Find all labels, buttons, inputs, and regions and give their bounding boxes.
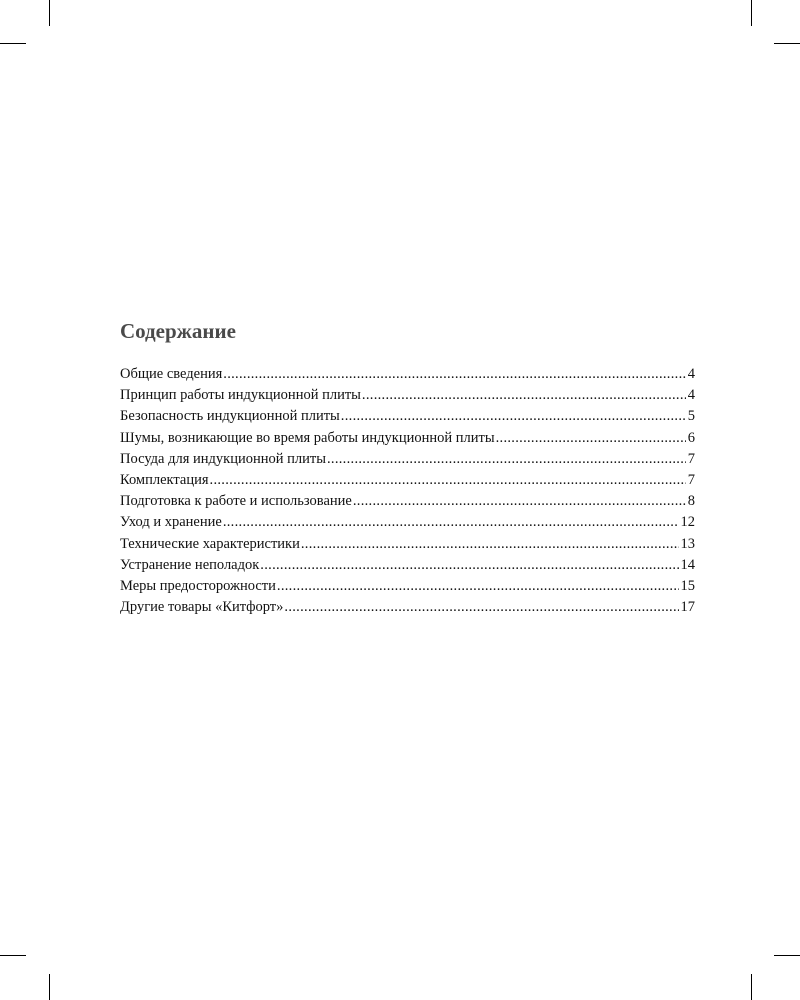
toc-entry[interactable]: [120, 470, 695, 491]
toc-entry-label: Общие сведения: [120, 366, 223, 382]
toc-title: Содержание: [120, 319, 236, 343]
toc-entry-page: 5: [687, 408, 695, 425]
toc-entry[interactable]: [120, 534, 695, 555]
crop-mark-bottom-left-vertical: [49, 974, 50, 1000]
toc-entry-page: 8: [687, 493, 695, 510]
toc-entry-label: Безопасность индукционной плиты: [120, 408, 340, 425]
toc-entry-page: 6: [687, 429, 695, 446]
toc-entry-label: Устранение неполадок: [120, 556, 260, 573]
toc-entry[interactable]: [120, 555, 695, 576]
crop-mark-top-right-vertical: [751, 0, 752, 26]
toc-dot-leader: [353, 491, 686, 512]
crop-mark-top-left-vertical: [49, 0, 50, 26]
toc-entry-page: 15: [680, 577, 695, 594]
crop-mark-bottom-left-horizontal: [0, 955, 26, 956]
toc-dot-leader: [223, 364, 685, 385]
toc-dot-leader: [210, 470, 686, 491]
toc-entry[interactable]: [120, 364, 695, 385]
crop-mark-top-left-horizontal: [0, 43, 26, 44]
toc-entry-page: 12: [680, 514, 695, 531]
toc-entry-page: 14: [680, 556, 695, 573]
toc-entry-label: Меры предосторожности: [120, 577, 276, 594]
toc-entry[interactable]: [120, 597, 695, 618]
toc-entry[interactable]: [120, 576, 695, 597]
toc-entry-label: Посуда для индукционной плиты: [120, 450, 326, 467]
toc-entry-label: Технические характеристики: [120, 535, 300, 552]
toc-entry[interactable]: [120, 449, 695, 470]
toc-dot-leader: [223, 512, 679, 533]
crop-mark-top-right-horizontal: [774, 43, 800, 44]
table-of-contents: [120, 318, 695, 618]
toc-entry-label: Принцип работы индукционной плиты: [120, 387, 361, 404]
toc-dot-leader: [260, 555, 678, 576]
toc-entry-label: Подготовка к работе и использование: [120, 493, 352, 510]
toc-entry-page: 7: [687, 450, 695, 467]
toc-dot-leader: [301, 534, 679, 555]
toc-list: [120, 364, 695, 618]
toc-entry[interactable]: [120, 385, 695, 406]
toc-dot-leader: [327, 449, 686, 470]
toc-dot-leader: [284, 597, 678, 618]
toc-entry-label: Комплектация: [120, 471, 209, 488]
toc-entry[interactable]: [120, 406, 695, 427]
toc-entry[interactable]: [120, 491, 695, 512]
toc-entry-page: 7: [687, 471, 695, 488]
toc-entry-page: 17: [680, 599, 695, 616]
toc-dot-leader: [362, 385, 686, 406]
toc-entry-page: 4: [687, 366, 695, 382]
crop-mark-bottom-right-horizontal: [774, 955, 800, 956]
toc-entry-label: Шумы, возникающие во время работы индукционной плиты: [120, 429, 495, 446]
toc-entry-label: Другие товары «Китфорт»: [120, 599, 284, 616]
toc-entry-page: 4: [687, 387, 695, 404]
toc-entry-label: Уход и хранение: [120, 514, 222, 531]
toc-dot-leader: [341, 406, 686, 427]
toc-dot-leader: [496, 428, 686, 449]
toc-entry[interactable]: [120, 512, 695, 533]
toc-dot-leader: [277, 576, 679, 597]
crop-mark-bottom-right-vertical: [751, 974, 752, 1000]
toc-entry-page: 13: [680, 535, 695, 552]
toc-entry[interactable]: [120, 428, 695, 449]
